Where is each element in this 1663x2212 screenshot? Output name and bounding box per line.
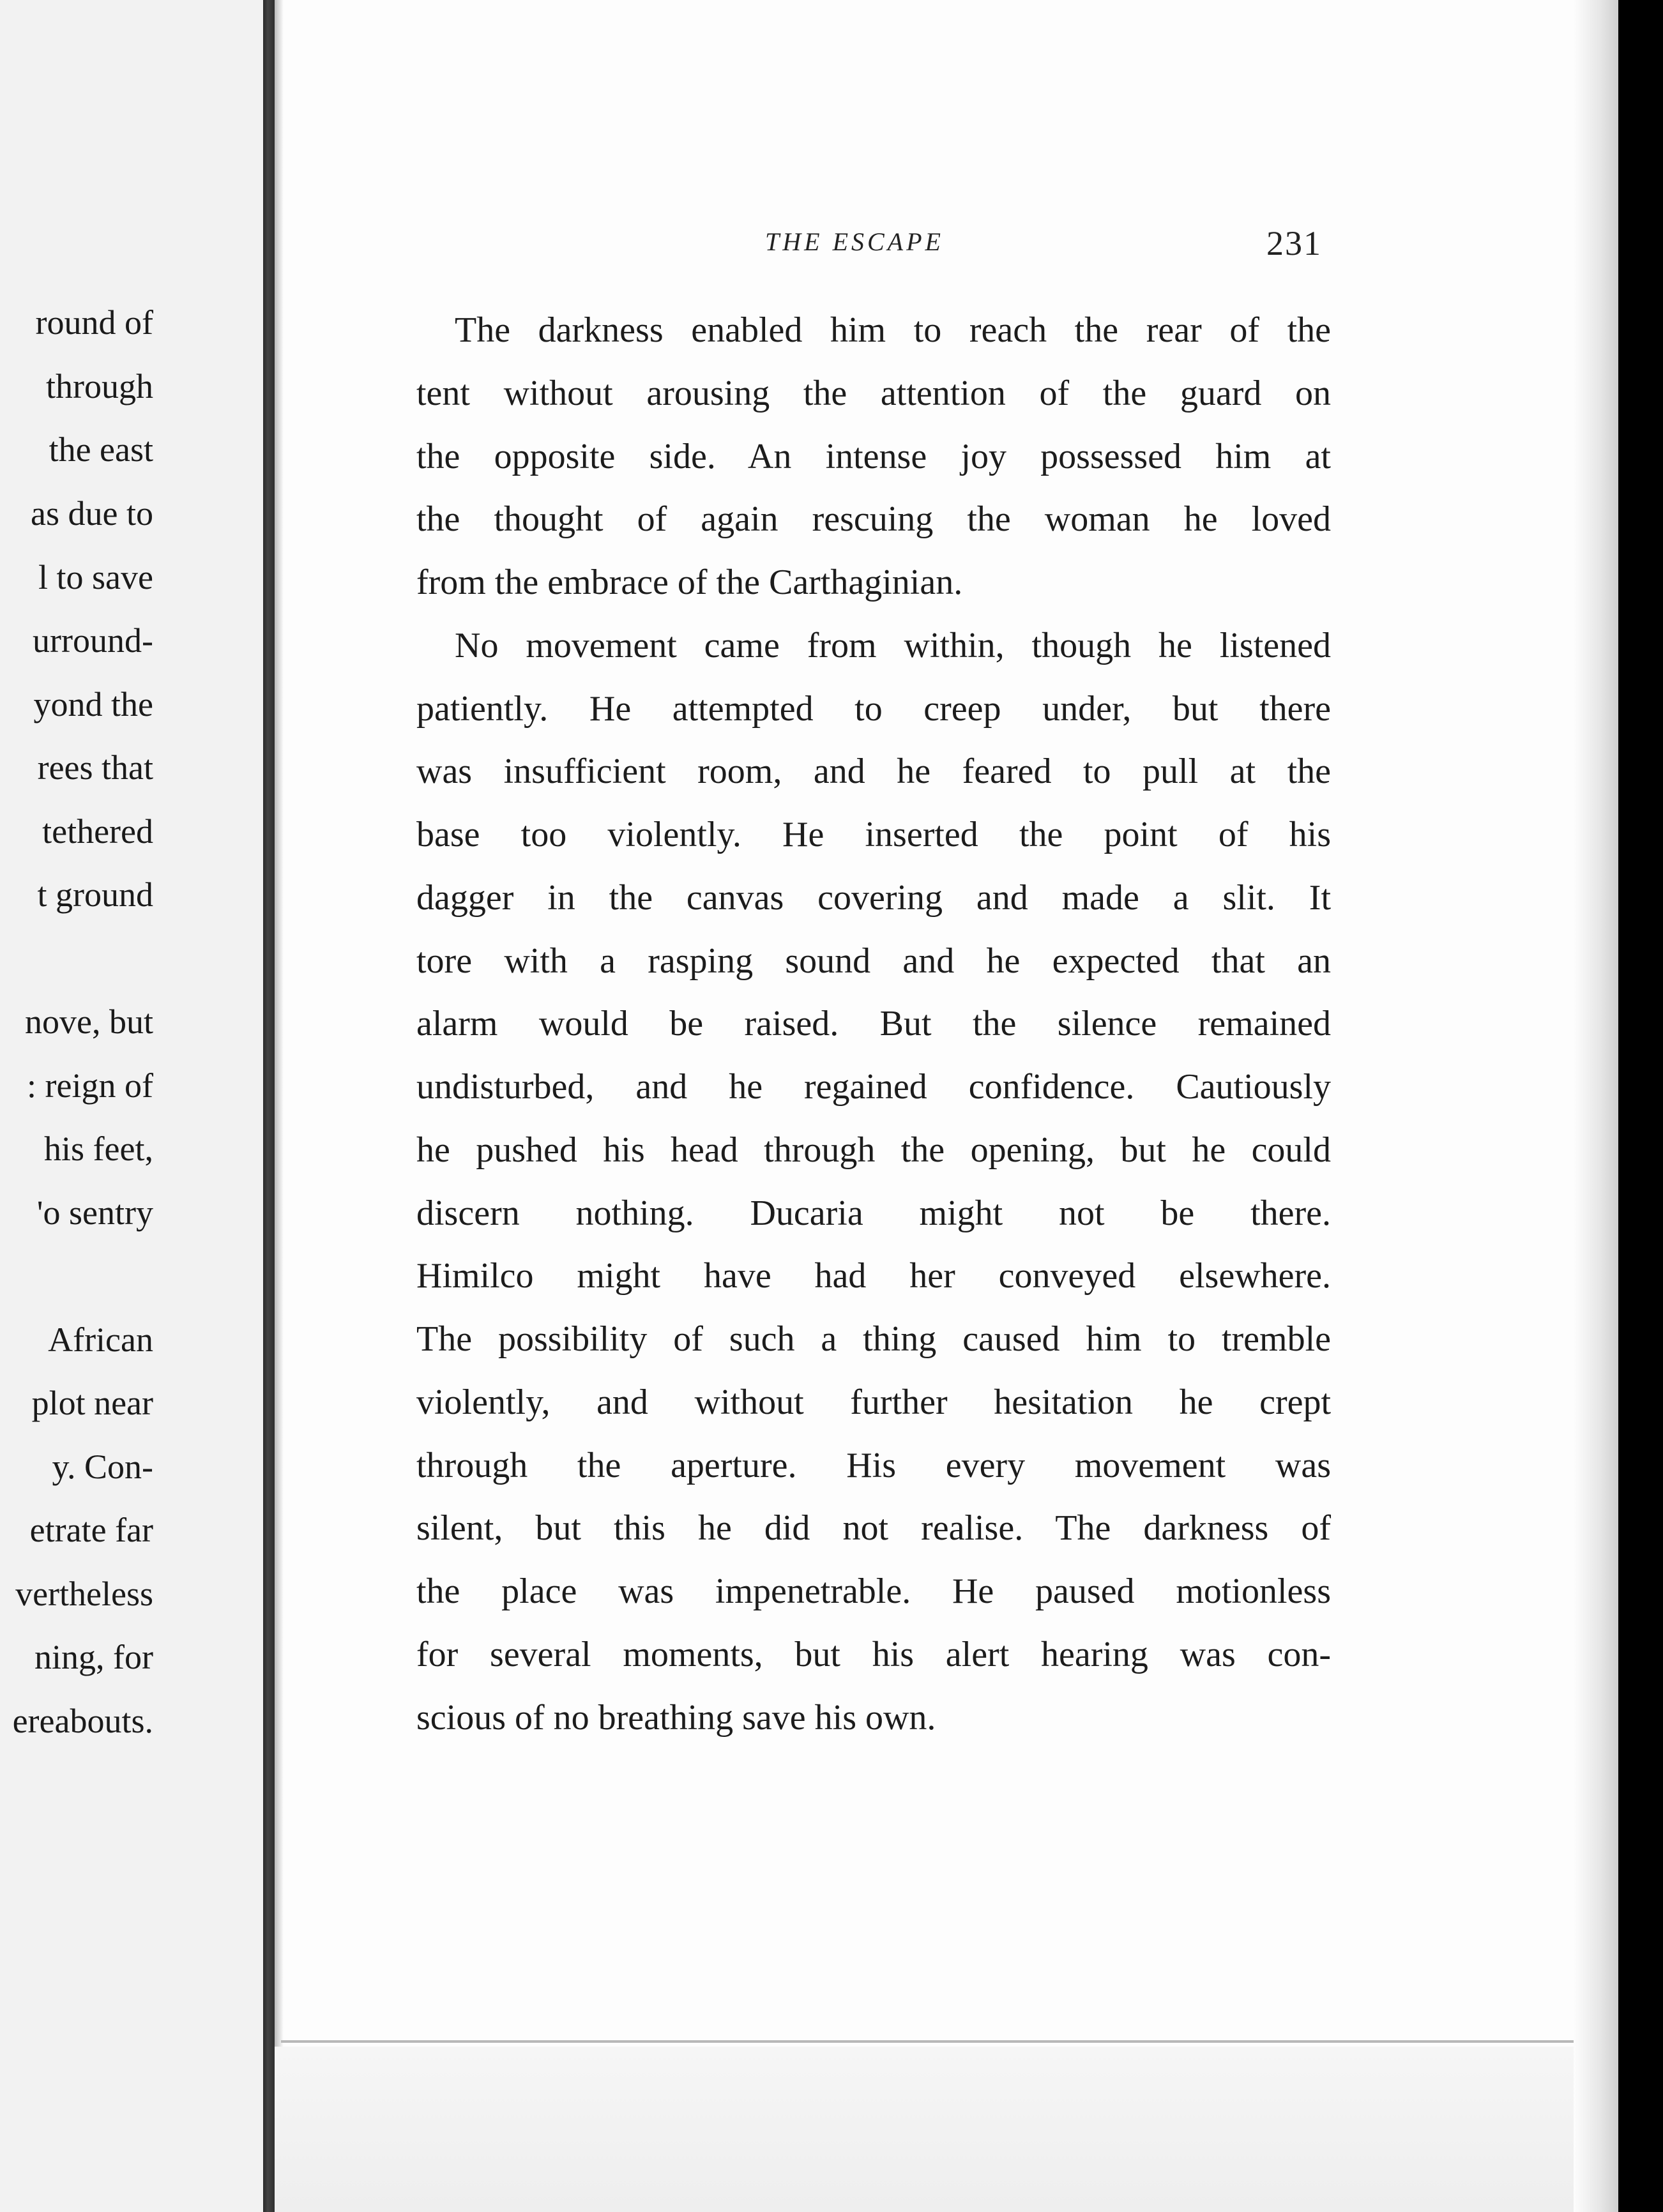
text-line: The darkness enabled him to reach the rear of the [455, 310, 1331, 350]
page-bottom-strip [275, 2047, 1618, 2212]
facing-line: y. Con- [52, 1448, 153, 1486]
book-gutter [263, 0, 275, 2212]
facing-line: round of [35, 303, 153, 342]
page-bottom-edge [281, 2040, 1593, 2043]
text-line: Himilco might have had her conveyed elsewhere. [416, 1256, 1331, 1296]
facing-line: plot near [31, 1384, 153, 1422]
running-head: THE ESCAPE [765, 227, 944, 256]
text-line: alarm would be raised. But the silence remained [416, 1004, 1331, 1043]
facing-line: vertheless [15, 1575, 153, 1613]
facing-line: etrate far [29, 1511, 153, 1549]
text-line: base too violently. He inserted the point of his [416, 815, 1331, 854]
facing-line: the east [49, 430, 153, 469]
facing-page-left [0, 0, 263, 2212]
facing-line: t ground [37, 875, 153, 914]
text-line: was insufficient room, and he feared to pull at the [416, 752, 1331, 791]
facing-line: as due to [31, 494, 153, 533]
facing-line: : reign of [27, 1066, 153, 1105]
facing-line: tethered [42, 812, 153, 851]
text-line: undisturbed, and he regained confidence. Cautiously [416, 1067, 1331, 1107]
facing-line: l to save [38, 558, 153, 596]
text-line: violently, and without further hesitation he crept [416, 1382, 1331, 1422]
facing-line: urround- [33, 621, 153, 660]
text-line: the thought of again rescuing the woman he loved [416, 499, 1331, 539]
text-line: the opposite side. An intense joy possessed him at [416, 437, 1331, 476]
text-line: patiently. He attempted to creep under, but there [416, 689, 1331, 729]
facing-line: 'o sentry [36, 1193, 153, 1232]
text-line: tore with a rasping sound and he expected that an [416, 941, 1331, 981]
page-shadow [275, 0, 284, 2212]
facing-line: yond the [33, 685, 153, 723]
facing-line: ning, for [34, 1638, 153, 1676]
facing-line: his feet, [44, 1130, 153, 1168]
text-line: The possibility of such a thing caused him to tremble [416, 1319, 1331, 1359]
facing-line: African [48, 1321, 153, 1359]
text-line: the place was impenetrable. He paused motionless [416, 1572, 1331, 1611]
text-line: he pushed his head through the opening, but he could [416, 1130, 1331, 1170]
text-line: tent without arousing the attention of the guard on [416, 374, 1331, 413]
facing-line: ereabouts. [12, 1702, 153, 1740]
text-line: from the embrace of the Carthaginian. [416, 563, 963, 602]
facing-line: nove, but [25, 1003, 153, 1041]
text-line: No movement came from within, though he listened [455, 626, 1331, 665]
text-line: scious of no breathing save his own. [416, 1698, 936, 1738]
scan-background [1618, 0, 1663, 2212]
facing-line: rees that [37, 748, 153, 787]
page-fore-edge [1574, 0, 1618, 2212]
text-line: dagger in the canvas covering and made a slit. It [416, 878, 1331, 918]
facing-line: through [46, 367, 153, 405]
page-number: 231 [1266, 224, 1322, 262]
text-line: discern nothing. Ducaria might not be there. [416, 1193, 1331, 1233]
text-line: silent, but this he did not realise. The darkness of [416, 1508, 1331, 1548]
text-line: through the aperture. His every movement was [416, 1446, 1331, 1485]
page-231 [275, 0, 1618, 2212]
text-line: for several moments, but his alert hearing was con- [416, 1635, 1331, 1674]
